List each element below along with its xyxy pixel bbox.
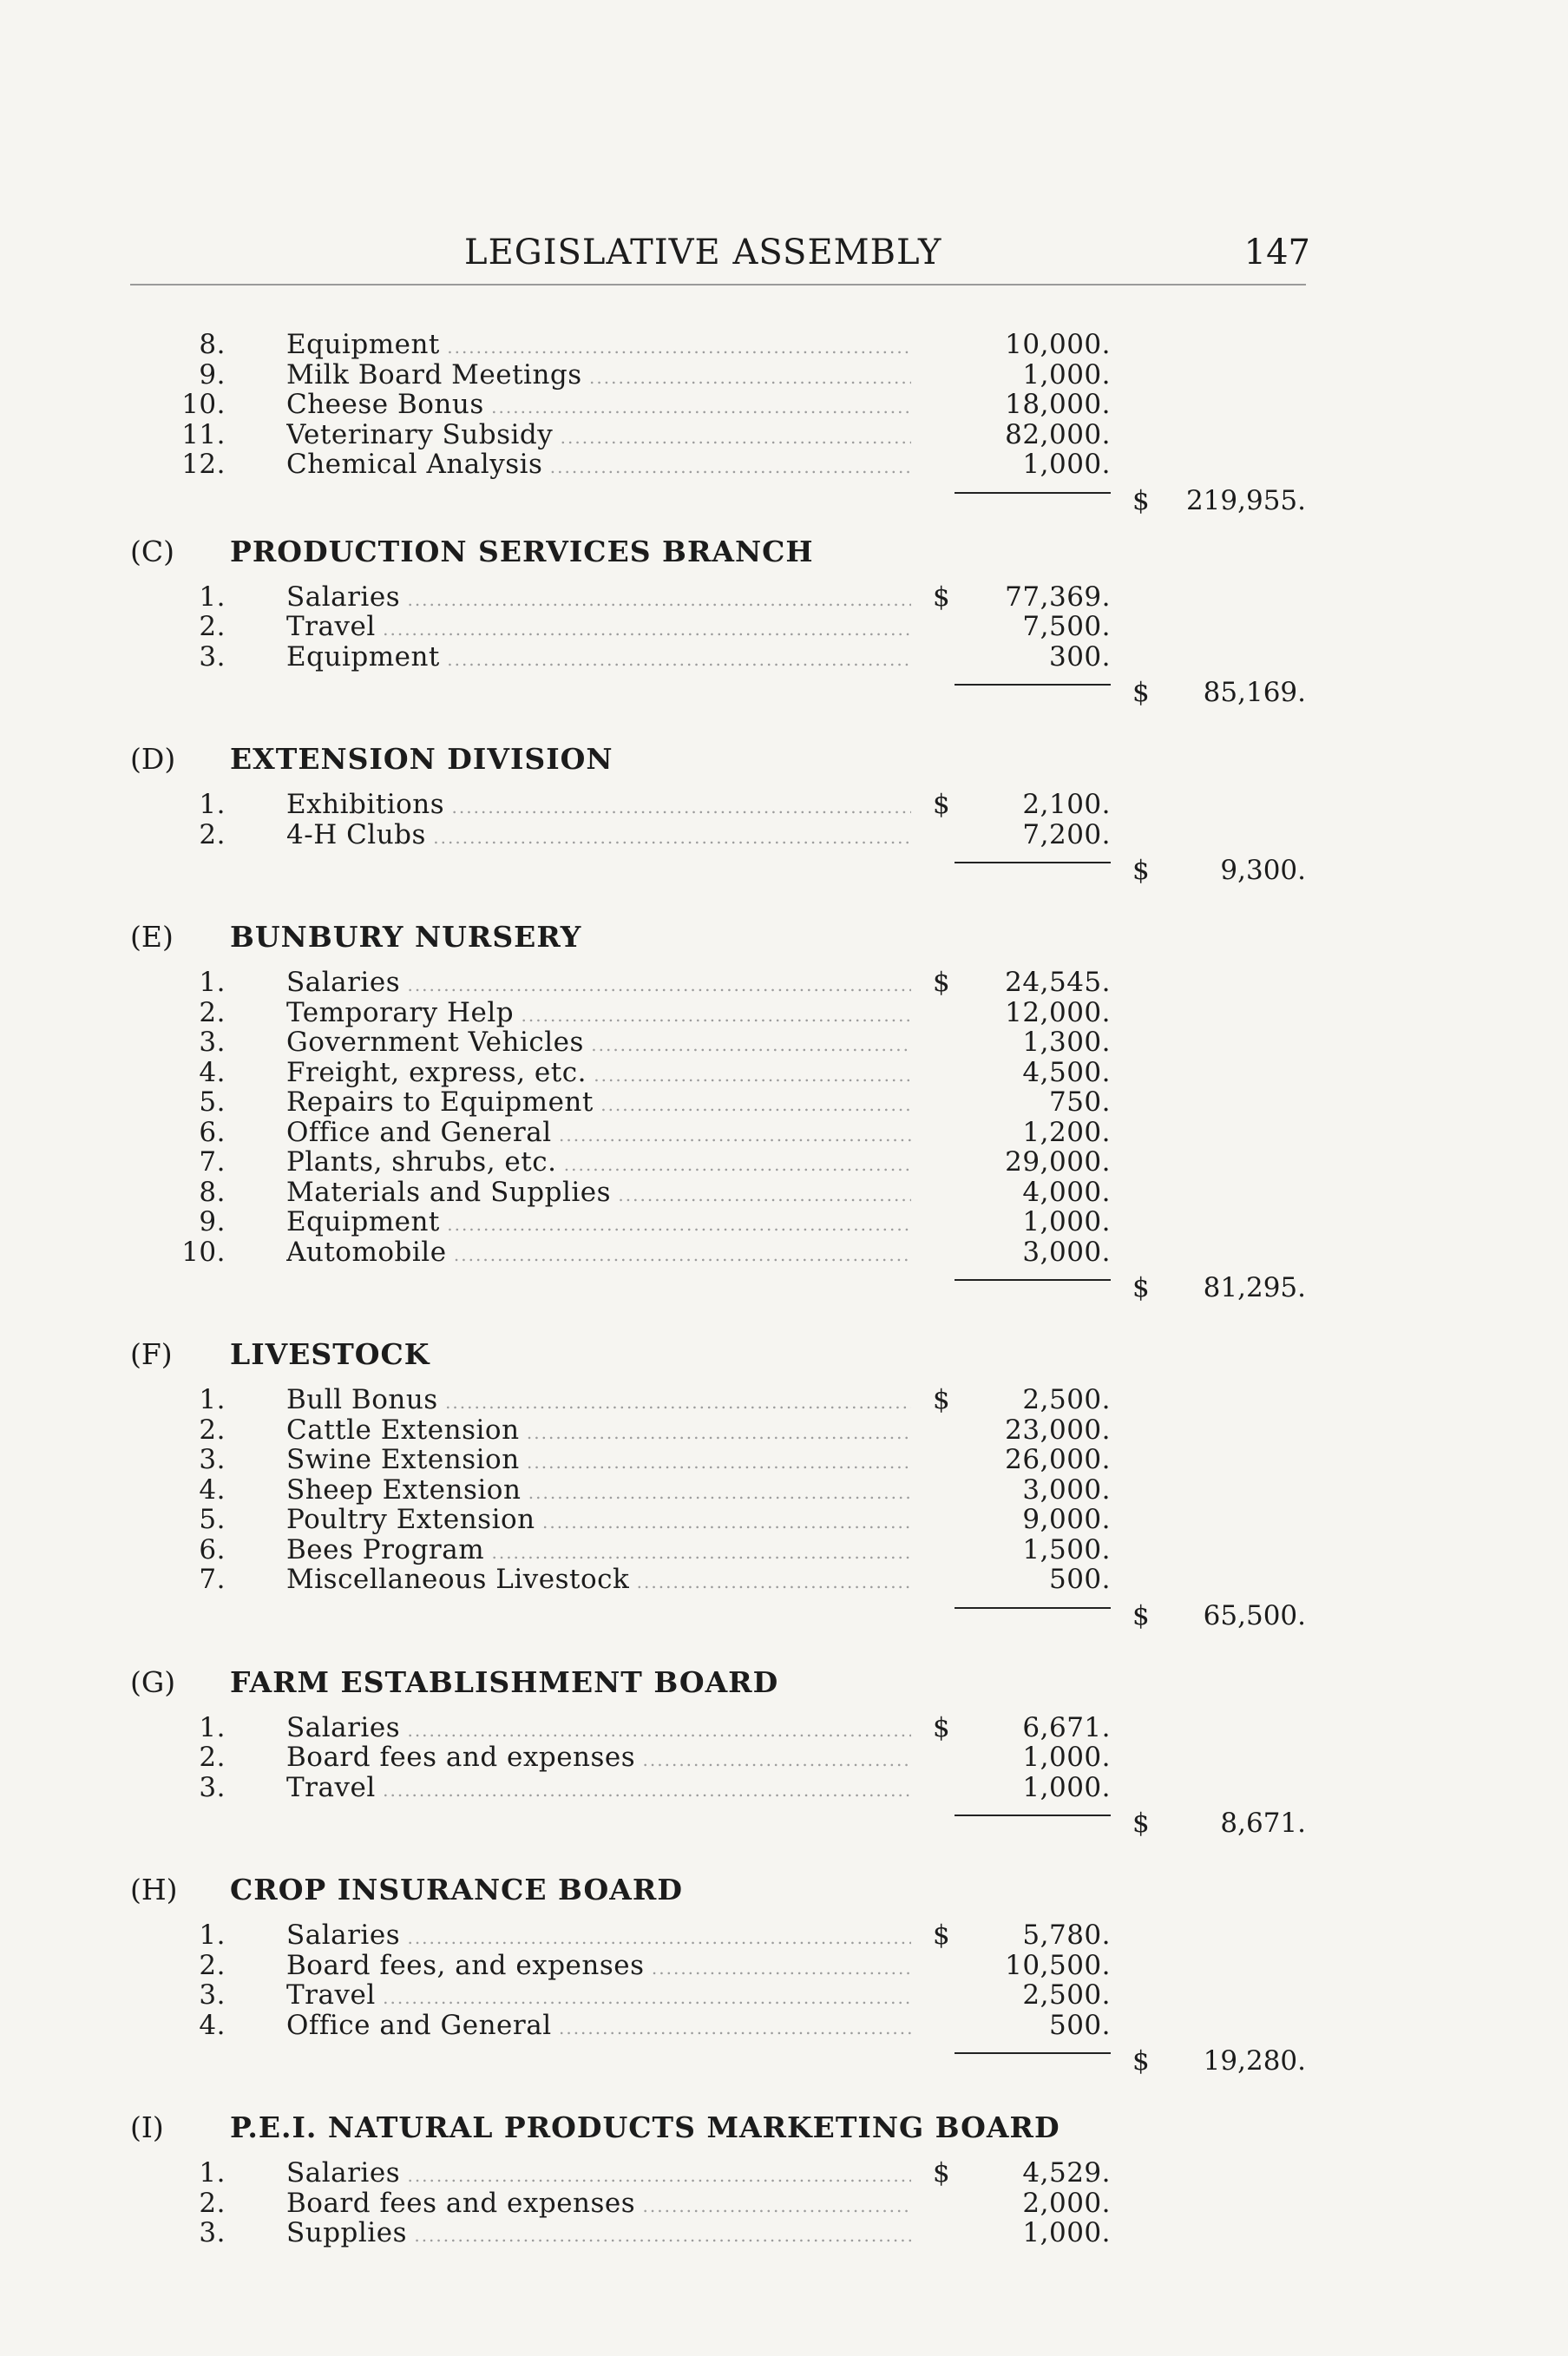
item-label: Government Vehicles ..... (286, 1027, 911, 1060)
item-amount: 1,200. (1022, 1116, 1111, 1148)
item-label: Freight, express, etc. ..... (286, 1058, 911, 1091)
item-number: 10. (181, 1236, 226, 1268)
section-gap (0, 1309, 1568, 1324)
item-label: Miscellaneous Livestock ..... (286, 1565, 911, 1598)
item-label: Milk Board Meetings ..... (286, 360, 911, 393)
line-item (0, 1920, 1568, 1951)
section-heading (0, 907, 1568, 968)
section-total (0, 1267, 1568, 1309)
section-heading (0, 729, 1568, 790)
item-amount: 2,000. (1022, 2187, 1111, 2219)
line-item (0, 450, 1568, 480)
item-label: Swine Extension ..... (286, 1445, 911, 1478)
item-amount: 7,200. (1022, 818, 1111, 850)
item-label: Automobile ..... (286, 1237, 911, 1270)
section-heading (0, 1324, 1568, 1385)
header-rule (130, 284, 1306, 285)
item-amount: 10,000. (1005, 329, 1111, 360)
section-total (0, 1595, 1568, 1637)
item-amount: 750. (1048, 1086, 1111, 1118)
item-label: Salaries ..... (286, 582, 911, 615)
line-item (0, 1565, 1568, 1595)
item-amount: 1,000. (1022, 1771, 1111, 1803)
item-label: Materials and Supplies ..... (286, 1178, 911, 1211)
item-label: Exhibitions ..... (286, 790, 911, 823)
line-item (0, 1207, 1568, 1237)
item-label: Board fees, and expenses ..... (286, 1951, 911, 1984)
total-dollar-sign: $ (1132, 484, 1150, 516)
item-label: Office and General ..... (286, 1118, 911, 1151)
section-gap (0, 713, 1568, 729)
item-number: 1. (199, 967, 226, 998)
line-item (0, 2011, 1568, 2041)
line-item (0, 642, 1568, 673)
section-gap (0, 1844, 1568, 1860)
line-item (0, 1713, 1568, 1743)
subtotal-rule (955, 862, 1111, 863)
subtotal-rule (955, 1815, 1111, 1816)
line-item (0, 330, 1568, 360)
total-dollar-sign: $ (1132, 1599, 1150, 1631)
line-item (0, 1951, 1568, 1981)
subtotal-rule (955, 684, 1111, 686)
page-header (130, 233, 1310, 285)
item-number: 2. (199, 1949, 226, 1981)
item-label: Salaries ..... (286, 2158, 911, 2191)
total-amount: 65,500. (1203, 1599, 1306, 1631)
line-item (0, 1445, 1568, 1475)
total-amount: 85,169. (1203, 677, 1306, 708)
item-number: 4. (199, 2009, 226, 2041)
item-number: 9. (199, 1206, 226, 1237)
item-label: Office and General ..... (286, 2011, 911, 2044)
item-amount: 1,000. (1022, 1742, 1111, 1773)
item-number: 11. (181, 418, 226, 450)
section-name: PRODUCTION SERVICES BRANCH (230, 534, 814, 568)
section-gap (0, 2082, 1568, 2097)
dollar-sign: $ (933, 1920, 951, 1951)
section-code: (I) (130, 2110, 164, 2144)
item-amount: 3,000. (1022, 1236, 1111, 1268)
item-amount: 500. (1048, 2009, 1111, 2041)
line-item (0, 1505, 1568, 1535)
total-dollar-sign: $ (1132, 1272, 1150, 1303)
item-amount: 12,000. (1005, 996, 1111, 1028)
section-heading (0, 522, 1568, 582)
total-amount: 219,955. (1185, 484, 1306, 516)
item-number: 1. (199, 2157, 226, 2189)
dollar-sign: $ (933, 1384, 951, 1415)
item-number: 1. (199, 1711, 226, 1743)
item-number: 7. (199, 1146, 226, 1178)
line-item (0, 968, 1568, 998)
line-item (0, 1118, 1568, 1148)
item-number: 8. (199, 329, 226, 360)
subtotal-rule (955, 2052, 1111, 2054)
item-label: Cattle Extension ..... (286, 1415, 911, 1448)
item-label: Chemical Analysis ..... (286, 450, 911, 482)
item-number: 1. (199, 1384, 226, 1415)
item-amount: 3,000. (1022, 1473, 1111, 1506)
dollar-sign: $ (933, 581, 951, 613)
line-item (0, 1027, 1568, 1058)
estimates-content (0, 330, 1568, 2264)
item-label: Sheep Extension ..... (286, 1475, 911, 1508)
item-label: Equipment ..... (286, 330, 911, 363)
item-number: 10. (181, 389, 226, 420)
item-number: 6. (199, 1533, 226, 1565)
item-amount: 2,500. (1022, 1384, 1111, 1415)
section-name: CROP INSURANCE BOARD (230, 1873, 683, 1906)
total-dollar-sign: $ (1132, 677, 1150, 708)
item-label: Temporary Help ..... (286, 998, 911, 1031)
item-label: Travel ..... (286, 612, 911, 645)
item-amount: 29,000. (1005, 1146, 1111, 1178)
item-label: Board fees and expenses ..... (286, 1742, 911, 1775)
line-item (0, 1058, 1568, 1088)
item-label: Equipment ..... (286, 1207, 911, 1240)
item-number: 4. (199, 1473, 226, 1506)
item-number: 7. (199, 1564, 226, 1595)
section-heading (0, 2097, 1568, 2158)
page-number: 147 (1243, 233, 1310, 272)
item-label: Veterinary Subsidy ..... (286, 420, 911, 453)
item-number: 4. (199, 1056, 226, 1088)
item-amount: 10,500. (1005, 1949, 1111, 1981)
item-amount: 1,000. (1022, 449, 1111, 480)
dollar-sign: $ (933, 1711, 951, 1743)
item-number: 2. (199, 1414, 226, 1446)
dollar-sign: $ (933, 967, 951, 998)
total-amount: 8,671. (1220, 1808, 1306, 1839)
item-amount: 7,500. (1022, 611, 1111, 642)
item-number: 1. (199, 1920, 226, 1951)
item-label: Board fees and expenses ..... (286, 2189, 911, 2221)
item-amount: 18,000. (1005, 389, 1111, 420)
item-amount: 1,500. (1022, 1533, 1111, 1565)
line-item (0, 582, 1568, 613)
line-item (0, 2218, 1568, 2248)
line-item (0, 1415, 1568, 1446)
item-number: 9. (199, 358, 226, 390)
line-item (0, 360, 1568, 390)
total-dollar-sign: $ (1132, 1808, 1150, 1839)
item-label: 4-H Clubs ..... (286, 820, 911, 853)
item-number: 3. (199, 1979, 226, 2011)
item-number: 2. (199, 996, 226, 1028)
item-amount: 77,369. (1005, 581, 1111, 613)
item-label: Bull Bonus ..... (286, 1385, 911, 1418)
line-item (0, 1742, 1568, 1773)
section-total (0, 480, 1568, 522)
section-total (0, 850, 1568, 891)
subtotal-rule (955, 1607, 1111, 1609)
item-label: Cheese Bonus ..... (286, 390, 911, 423)
total-amount: 19,280. (1203, 2045, 1306, 2077)
item-amount: 4,000. (1022, 1176, 1111, 1208)
section-name: BUNBURY NURSERY (230, 920, 582, 954)
item-amount: 1,000. (1022, 2217, 1111, 2248)
item-number: 3. (199, 1027, 226, 1058)
line-item (0, 1087, 1568, 1118)
item-amount: 9,000. (1022, 1504, 1111, 1535)
item-label: Salaries ..... (286, 968, 911, 1001)
line-item (0, 1475, 1568, 1506)
line-item (0, 1385, 1568, 1415)
item-number: 6. (199, 1116, 226, 1148)
item-label: Salaries ..... (286, 1920, 911, 1953)
item-number: 5. (199, 1504, 226, 1535)
item-number: 12. (181, 449, 226, 480)
item-amount: 2,100. (1022, 789, 1111, 820)
dollar-sign: $ (933, 2157, 951, 2189)
item-amount: 300. (1048, 640, 1111, 673)
item-label: Salaries ..... (286, 1713, 911, 1746)
item-label: Supplies ..... (286, 2218, 911, 2251)
item-number: 1. (199, 581, 226, 613)
dollar-sign: $ (933, 789, 951, 820)
line-item (0, 1178, 1568, 1208)
section-name: LIVESTOCK (230, 1337, 430, 1371)
item-label: Repairs to Equipment ..... (286, 1087, 911, 1120)
item-label: Plants, shrubs, etc. ..... (286, 1147, 911, 1180)
section-code: (E) (130, 920, 174, 954)
item-amount: 23,000. (1005, 1414, 1111, 1446)
section-code: (H) (130, 1873, 178, 1906)
item-number: 2. (199, 1742, 226, 1773)
item-number: 2. (199, 2187, 226, 2219)
total-amount: 81,295. (1203, 1272, 1306, 1303)
section-code: (D) (130, 742, 176, 776)
item-amount: 6,671. (1022, 1711, 1111, 1743)
line-item (0, 420, 1568, 450)
line-item (0, 820, 1568, 850)
section-heading (0, 1652, 1568, 1713)
section-code: (F) (130, 1337, 173, 1371)
item-number: 2. (199, 611, 226, 642)
section-gap (0, 1637, 1568, 1652)
item-amount: 1,300. (1022, 1027, 1111, 1058)
item-label: Bees Program ..... (286, 1535, 911, 1568)
section-total (0, 672, 1568, 713)
item-number: 3. (199, 640, 226, 673)
line-item (0, 1773, 1568, 1803)
section-total (0, 1802, 1568, 1844)
item-amount: 26,000. (1005, 1444, 1111, 1475)
item-amount: 5,780. (1022, 1920, 1111, 1951)
section-total (0, 2040, 1568, 2082)
line-item (0, 2189, 1568, 2219)
line-item (0, 612, 1568, 642)
section-name: P.E.I. NATURAL PRODUCTS MARKETING BOARD (230, 2110, 1060, 2144)
item-label: Travel ..... (286, 1980, 911, 2013)
line-item (0, 998, 1568, 1028)
item-amount: 1,000. (1022, 1206, 1111, 1237)
section-heading (0, 1860, 1568, 1920)
item-amount: 500. (1048, 1564, 1111, 1595)
item-number: 1. (199, 789, 226, 820)
line-item (0, 1980, 1568, 2011)
item-number: 3. (199, 1444, 226, 1475)
item-number: 3. (199, 2217, 226, 2248)
item-number: 8. (199, 1176, 226, 1208)
section-name: EXTENSION DIVISION (230, 742, 613, 776)
line-item (0, 790, 1568, 820)
line-item (0, 1237, 1568, 1268)
item-amount: 2,500. (1022, 1979, 1111, 2011)
line-item (0, 2158, 1568, 2189)
section-code: (G) (130, 1664, 176, 1699)
line-item (0, 1147, 1568, 1178)
section-code: (C) (130, 534, 174, 568)
total-dollar-sign: $ (1132, 855, 1150, 886)
total-amount: 9,300. (1220, 855, 1306, 886)
item-number: 3. (199, 1771, 226, 1803)
item-amount: 4,529. (1022, 2157, 1111, 2189)
item-amount: 82,000. (1005, 418, 1111, 450)
subtotal-rule (955, 492, 1111, 494)
subtotal-rule (955, 1279, 1111, 1281)
item-label: Travel ..... (286, 1773, 911, 1806)
page-title: LEGISLATIVE ASSEMBLY (464, 233, 942, 272)
section-gap (0, 891, 1568, 907)
item-label: Poultry Extension ..... (286, 1505, 911, 1538)
item-number: 2. (199, 818, 226, 850)
item-number: 5. (199, 1086, 226, 1118)
line-item (0, 1535, 1568, 1565)
item-amount: 1,000. (1022, 358, 1111, 390)
section-name: FARM ESTABLISHMENT BOARD (230, 1664, 779, 1699)
item-label: Equipment ..... (286, 642, 911, 675)
total-dollar-sign: $ (1132, 2045, 1150, 2077)
item-amount: 24,545. (1005, 967, 1111, 998)
item-amount: 4,500. (1022, 1056, 1111, 1088)
line-item (0, 390, 1568, 420)
